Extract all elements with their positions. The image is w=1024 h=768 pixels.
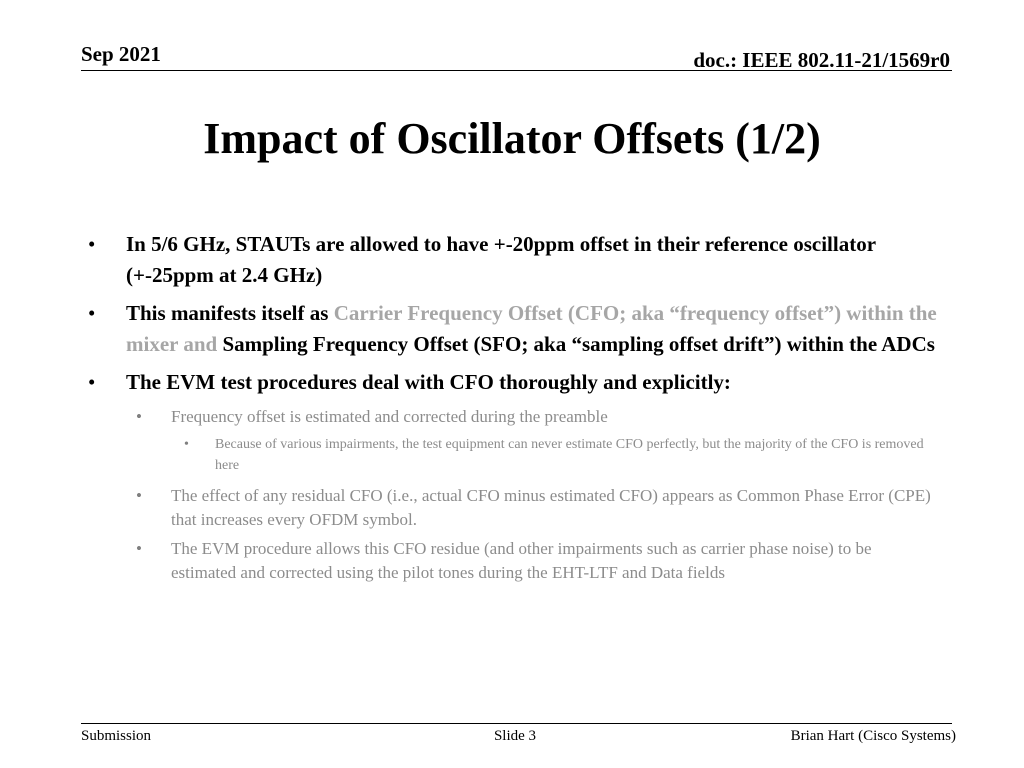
bullet-marker: • <box>136 486 142 505</box>
bullet-marker: • <box>88 301 96 325</box>
header-rule <box>81 70 952 71</box>
bullet-3-sub-2 <box>136 484 938 532</box>
bullet-2 <box>88 298 938 360</box>
footer-submission: Submission <box>81 728 152 744</box>
slide-title: Impact of Oscillator Offsets (1/2) <box>203 114 821 163</box>
bullet-3 <box>88 367 938 398</box>
bullet-3-text: The EVM test procedures deal with CFO thoroughly and explicitly: <box>126 370 731 394</box>
bullet-2-text <box>126 298 938 360</box>
bullet-3-sub-1-sub-1 <box>184 434 938 476</box>
header-doc-id: doc.: IEEE 802.11-21/1569r0 <box>693 48 950 72</box>
bullet-3-sub-1-text: Frequency offset is estimated and corrected during the preamble <box>171 407 608 426</box>
bullet-3-sub-2-text: The effect of any residual CFO (i.e., actual CFO minus estimated CFO) appears as Common Phase Error (CPE) that increases every OFDM symbol. <box>171 486 931 529</box>
bullet-1 <box>88 229 938 291</box>
footer-rule <box>81 723 952 724</box>
bullet-marker: • <box>88 232 96 256</box>
bullet-3-sub-3-text: The EVM procedure allows this CFO residue (and other impairments such as carrier phase noise) to be estimated and corrected using the pilot tones during the EHT-LTF and Data fields <box>171 539 872 582</box>
bullet-marker: • <box>184 437 189 452</box>
slide-body <box>88 229 938 590</box>
bullet-marker: • <box>136 407 142 426</box>
footer-slide-number: Slide 3 <box>493 728 537 744</box>
header-date: Sep 2021 <box>81 42 161 66</box>
bullet-2-part-3: Sampling Frequency Offset (SFO; aka “sampling offset drift”) within the ADCs <box>222 332 935 356</box>
bullet-1-text: In 5/6 GHz, STAUTs are allowed to have +-20ppm offset in their reference oscillator (+-25ppm at 2.4 GHz) <box>126 232 876 287</box>
bullet-3-sub-1-sub-1-text: Because of various impairments, the test equipment can never estimate CFO perfectly, but the majority of the CFO is removed here <box>215 437 924 473</box>
bullet-marker: • <box>136 539 142 558</box>
bullet-2-part-1: This manifests itself as <box>126 301 334 325</box>
bullet-3-sub-1 <box>136 405 938 429</box>
footer-author: Brian Hart (Cisco Systems) <box>790 728 956 744</box>
bullet-2-part-2: Carrier Frequency Offset (CFO; aka “frequency offset”) within the mixer and <box>126 301 937 356</box>
bullet-marker: • <box>88 370 96 394</box>
bullet-3-sub-3 <box>136 537 938 585</box>
